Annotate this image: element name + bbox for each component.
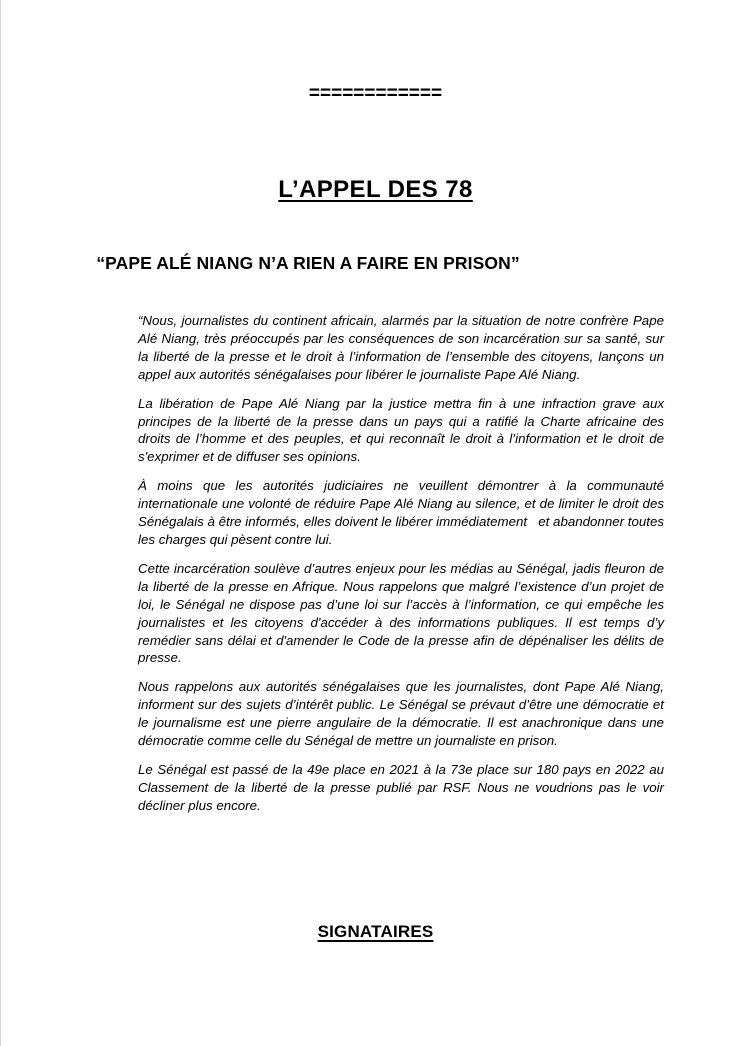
page-title-text: L’APPEL DES 78 (278, 176, 473, 204)
body-paragraph: Le Sénégal est passé de la 49e place en 2021 à la 73e place sur 180 pays en 2022 au Classement de la liberté de la presse publié par RSF. Nous ne voudrions pas le voir décliner plus encore. (138, 761, 668, 813)
body-paragraph: “Nous, journalistes du continent africain, alarmés par la situation de notre confrère Pape Alé Niang, très préoccupés par les conséquences de son incarcération sur sa santé, sur la liberté de la presse et le droit à l’information de l’ensemble des citoyens, lançons un appel aux autorités sénégalaises pour libérer le journaliste Pape Alé Niang. (138, 313, 668, 382)
signatories-heading (1, 922, 750, 942)
signatories-heading-text: SIGNATAIRES (317, 922, 434, 942)
body-paragraph: À moins que les autorités judiciaires ne veuillent démontrer à la communauté internationale une volonté de réduire Pape Alé Niang au silence, et de limiter le droit des Sénégalais à être informés, elles doivent le libérer immédiatement et abandonner toutes les charges qui pèsent contre lui. (138, 478, 668, 547)
body-paragraph: Nous rappelons aux autorités sénégalaises que les journalistes, dont Pape Alé Niang, informent sur des sujets d’intérêt public. Le Sénégal se prévaut d’être une démocratie et le journalisme est une pierre angulaire de la démocratie. Il est anachronique dans une démocratie comme celle du Sénégal de mettre un journaliste en prison. (138, 679, 668, 749)
decorative-equals-divider: ============ (308, 83, 443, 104)
document-body (138, 312, 668, 815)
document-subtitle: “PAPE ALÉ NIANG N’A RIEN A FAIRE EN PRISON” (96, 252, 520, 273)
page-title (1, 176, 750, 204)
body-paragraph: La libération de Pape Alé Niang par la justice mettra fin à une infraction grave aux principes de la liberté de la presse dans un pays qui a ratifié la Charte africaine des droits de l’homme et des peuples, et qui reconnaît le droit à l’information et le droit de s'exprimer et de diffuser ses opinions. (138, 395, 668, 465)
body-paragraph: Cette incarcération soulève d’autres enjeux pour les médias au Sénégal, jadis fleuron de la liberté de la presse en Afrique. Nous rappelons que malgré l’existence d’un projet de loi, le Sénégal ne dispose pas d’une loi sur l’accès à l’information, ce qui empêche les journalistes et les citoyens d'accéder à des informations publiques. Il est temps d’y remédier sans délai et d'amender le Code de la presse afin de dépénaliser les délits de presse. (138, 560, 668, 666)
